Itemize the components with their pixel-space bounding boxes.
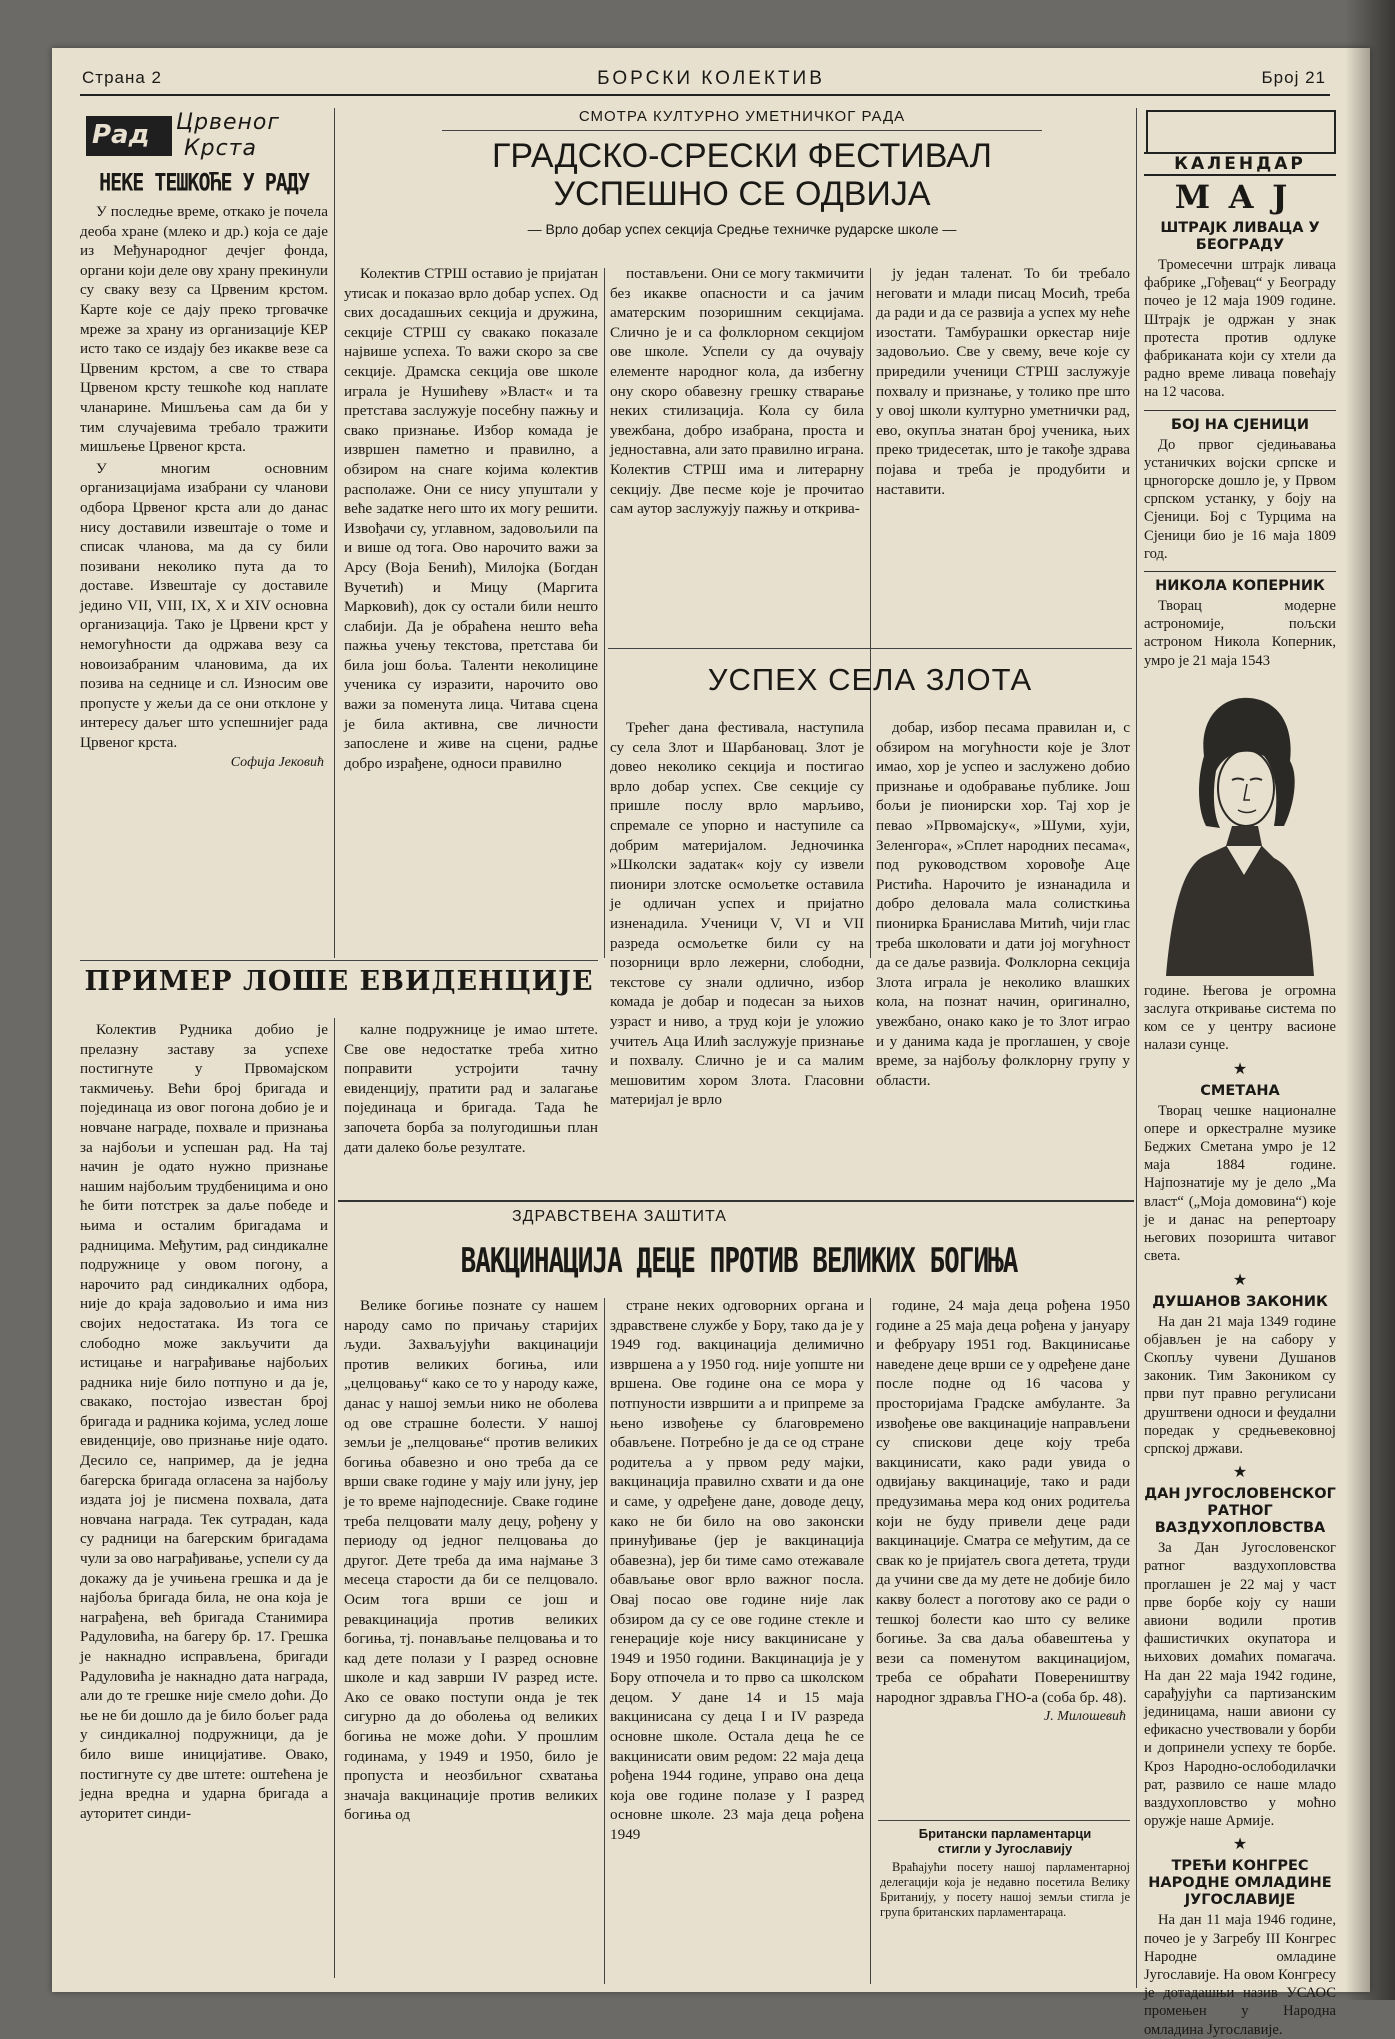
record-headline: ПРИМЕР ЛОШЕ ЕВИДЕНЦИЈЕ xyxy=(84,966,594,997)
star-icon: ★ xyxy=(1232,1269,1248,1289)
binding-shadow xyxy=(1345,0,1395,2000)
festival-headline-1: ГРАДСКО-СРЕСКИ ФЕСТИВАЛ xyxy=(492,137,992,175)
calendar-entry-title: ШТРАЈК ЛИВАЦА У БЕОГРАДУ xyxy=(1160,220,1320,253)
vaccine-headline: ВАКЦИНАЦИЈА ДЕЦЕ ПРОТИВ ВЕЛИКИХ БОГИЊА xyxy=(460,1242,1018,1281)
vaccine-column-2 xyxy=(610,1296,864,1986)
zlot-column-2 xyxy=(876,718,1130,1198)
column-rule xyxy=(334,1018,335,1978)
festival-column-1 xyxy=(344,264,598,964)
copernicus-portrait xyxy=(1144,676,1336,976)
calendar-entry-title: БОЈ НА СЈЕНИЦИ xyxy=(1170,416,1310,433)
calendar-entry xyxy=(1144,1858,1336,2038)
calendar-month: МАЈ xyxy=(1174,178,1306,216)
british-article xyxy=(880,1826,1130,1986)
record-text-2: калне подружнице је имао штете. Све ове недостатке треба хитно поправити устројити тачну евиденцију, пратити рад и залагање појединаца и бригада. Тада ће започета борба за полугодишњи план дати далеко боље резултате. xyxy=(344,1021,598,1156)
record-column-2 xyxy=(344,1020,598,1190)
festival-kicker: СМОТРА КУЛТУРНО УМЕТНИЧКОГ РАДА xyxy=(578,108,906,125)
red-cross-article xyxy=(80,104,328,954)
red-cross-paragraph-1: У последње време, откако је почела деоба хране (млеко и др.) која се даје из Међународног дечјег фонда, органи који деле ову храну прекинули су сваку везу са Црвеним крстом. Карте које се дају преко трговачке мреже за храну из организације КЕР исто тако се издају без икакве везе са Црвеним крстом, а све то ствара Црвеном крсту тешкоће код наплате чланарине. Мишљења сам да би у тим случајевима требало тражити мишљење Црвеног крста. xyxy=(80,203,328,456)
calendar-entry xyxy=(1144,1486,1336,1830)
calendar-entry-title: СМЕТАНА xyxy=(1200,1082,1280,1099)
red-cross-logo xyxy=(86,110,322,166)
header-rule xyxy=(80,94,1330,96)
calendar-entry-text: На дан 11 маја 1946 године, почео је у Загребу III Конгрес Народне омладине Југославије. На овом Конгресу је дотадашњи назив УСАОС промењен у Народна омладина Југославије. xyxy=(1144,1912,1336,2038)
vaccine-byline: Ј. Милошевић xyxy=(1043,1709,1126,1725)
festival-column-2 xyxy=(610,264,864,644)
record-column-1 xyxy=(80,1020,328,1980)
vaccine-column-1 xyxy=(344,1296,598,1986)
festival-text-3: ју један таленат. То би требало неговати и млади писац Мосић, треба да ради и да се развија а успех му неће изостати. Тамбурашки оркестар није задовољио. Све у свему, вече које су приредили ученици СТРШ заслужује похвалу и признање, у толико пре што у овој школи културно уметнички рад, ево, окупља знатан број ученика, њих преко тридесетак, што је такође здрава појава и треба је продубити и наставити. xyxy=(876,265,1130,498)
star-icon: ★ xyxy=(1232,1834,1248,1854)
red-cross-byline: Софија Јековић xyxy=(230,754,324,770)
section-rule xyxy=(878,1820,1130,1821)
calendar-column xyxy=(1144,108,1336,2038)
calendar-entry xyxy=(1144,1083,1336,1266)
calendar-rule xyxy=(1144,571,1336,572)
calendar-entry-text: Творац чешке националне опере и оркестралне музике Беджих Сметана умро је 12 маја 1884 године. Најпознатије му је дело „Ма власт“ („Моја домовина“) које је и данас на репертоару његових позоришта читавог света. xyxy=(1144,1102,1336,1265)
calendar-entry xyxy=(1144,417,1336,563)
festival-text-2: постављени. Они се могу такмичити без икакве опасности и са јачим аматерским позоришним секцијама. Слично је и са фолклорном секцијом ове школе. Успели су да очувају елементе народног кола, да избегну ону скоро обавезну грешку стварање неких стилизација. Кола су била увежбана, добро изабрана, проста и једноставна, али зато правилно играна. Колектив СТРШ има и литерарну секцију. Две песме које је прочитао сам аутор заслужују пажњу и открива- xyxy=(610,265,864,518)
vaccine-column-3 xyxy=(876,1296,1130,1816)
calendar-entry-text-continued: године. Његова је огромна заслуга откривање система по ком се у центру васионе налази сунце. xyxy=(1144,982,1336,1054)
issue-number: Број 21 xyxy=(1261,68,1326,87)
logo-line1: Црвеног xyxy=(176,110,280,135)
calendar-entry-title: ТРЕЋИ КОНГРЕС НАРОДНЕ ОМЛАДИНЕ ЈУГОСЛАВИЈЕ xyxy=(1148,1858,1332,1909)
red-cross-headline: НЕКЕ ТЕШКОЋЕ У РАДУ xyxy=(99,167,309,197)
calendar-entry-text: До првог сједињавања устаничких војски српске и црногорске дошло је, у Првом српском устанку, у боју на Сјеници. Бој с Турцима на Сјеници био је 16 маја 1809 год. xyxy=(1144,436,1336,562)
column-rule xyxy=(870,268,871,958)
column-rule xyxy=(1136,108,1137,1988)
calendar-title: КАЛЕНДАР xyxy=(1144,152,1336,176)
british-headline-2: стигли у Југославију xyxy=(937,1841,1073,1856)
calendar-entry-title: НИКОЛА КОПЕРНИК xyxy=(1155,578,1325,595)
newspaper-page xyxy=(52,48,1370,2038)
festival-column-3 xyxy=(876,264,1130,644)
page-number: Страна 2 xyxy=(82,68,162,87)
calendar-entry-text: Тромесечни штрајк ливаца фабрике „Гођевац“ у Београду почео је 12 маја 1909 године. Штрајк је одржан у знак протеста против одлуке фабриканата који су хтели да радно време ливаца повећају на 12 часова. xyxy=(1144,257,1336,401)
kicker-rule xyxy=(442,130,1042,131)
logo-line2: Крста xyxy=(184,136,257,161)
calendar-entry-text: На дан 21 маја 1349 године објављен је на сабору у Скопљу чувени Душанов законик. Тим Закоником су први пут правно регулисани друштвени односи и феудални поредак у средњевековној српској држави. xyxy=(1144,1313,1336,1457)
zlot-text-2: добар, избор песама правилан и, с обзиром на могућности које је Злот имао, хор је успео и заслужено добио признање и одобравање публике. Још бољи је пионирски хор. Тај хор је певао »Првомајску«, »Шуми, хуји, Зеленгора«, »Сплет народних песама«, под руководством хоровође Аце Ристића. Нарочито је изнанадила и добро деловала мала солисткиња пионирка Бранислава Митић, чији глас треба школовати и дати јој могућност да се даље развија. Фолклорна секција Злота играла је неколико влашких кола, на познат начин, оригинално, увежбано, онако како је то Злот играо и у данима када је проглашен, у своје време, за најбољу фолклорну групу у области. xyxy=(876,719,1130,1089)
vaccine-kicker: ЗДРАВСТВЕНА ЗАШТИТА xyxy=(512,1208,727,1225)
calendar-entry xyxy=(1144,1294,1336,1459)
section-rule xyxy=(338,1200,1134,1202)
vaccine-text-2: стране неких одговорних органа и здравствене службе у Бору, тако да је у 1949 год. вакцинација делимично извршена а у 1950 год. није уопште ни вршена. Ове године она се мора у потпуности извршити а и припреме за њено извођење су благовремено обављене. Потребно је да се од стране родитеља а у првом реду мајки, вакцинација правилно схвати и да оне и саме, у одређене дане, доводе децу, како не би било на ово законски принуђивање (јер је вакцинација обавезна), јер би тиме само отежавале обављање овог врло важног посла. Овај посао ове године није лак обзиром да су се ове године стекле и генерације које нису вакцинисане у 1949 и 1950 години. Вакцинација је у Бору отпочела и то прво са школском децом. У дане 14 и 15 маја вакцинисана су деца I и IV разреда основне школе. Остала деца ће се вакцинисати овим редом: 22 маја деца рођена 1944 године, управо она деца која ове године полазе у I разред основне школе. 23 маја деца рођена 1949 xyxy=(610,1297,864,1844)
calendar-entry xyxy=(1144,578,1336,1055)
calendar-entry xyxy=(1144,220,1336,402)
vaccine-text-1: Велике богиње познате су нашем народу само по причању старијих људи. Захваљујући вакцинацији против великих богиња, или „целцовању“ како се то у народу каже, данас у нашој земљи нико не оболева од ове страшне болести. У нашој земљи је „пелцовање“ против великих богиња обавезно и оно треба да се врши сваке године у мају или јуну, јер је то време најподесније. Сваке године треба пелцовати малу децу, рођену у периоду од једног пелцовања до другог. Дете треба да има најмање 3 месеца старости да би се пелцовало. Осим тога врши се још и ревакцинација против великих богиња, тј. понављање пелцовања и то кад дете полази у I разред основне школе и кад заврши IV разред исте. Ако се овако поступи онда је тек сигурно да до оболења од великих богиња не може доћи. У прошлим годинама, у 1949 и 1950, било је пропуста и неозбиљног схватања значаја вакцинације против великих богиња од xyxy=(344,1297,598,1824)
red-cross-paragraph-2: У многим основним организацијама изабрани су чланови одбора Црвеног крста али до данас нису доставили извештаје о томе и списак чланова, ма да су били позивани неколико пута да то доставе. Извештаје су доставиле једино VII, VIII, IX, X и XIV основна организација. Тако је Црвени крст у немогућности да одржава везу са новоизабраним члановима, да их позива на седнице и сл. Износим ове пропусте у жељи да се они отклоне у интересу даљег што успешнијег рада Црвеног крста. xyxy=(80,459,328,752)
star-icon: ★ xyxy=(1232,1462,1248,1482)
column-rule xyxy=(870,1298,871,1984)
newspaper-title: БОРСКИ КОЛЕКТИВ xyxy=(597,68,825,89)
star-icon: ★ xyxy=(1232,1058,1248,1078)
section-rule xyxy=(608,648,1132,649)
festival-subhead: — Врло добар успех секција Средње техничке рударске школе — xyxy=(527,221,957,237)
record-text-1: Колектив Рудника добио је прелазну заставу за успехе постигнуте у Првомајском такмичењу. Већи број бригада и појединаца из овог погона добио је и новчане награде, похвале и признања за најбољи и успешан рад. На тај начин је одато нужно признање нашим најбољим трудбеницима и оно ће бити потстрек за даље победе и њима и осталим бригадама и радницима. Међутим, рад синдикалне подружнице у овом погону, а нарочито рад синдикалних одбора, није до краја задовољио и има низ својих недостатака. Из тога се слободно може закључити да истицање и награђивање најбољих радника није било потпуно и да је, свакако, постојао известан број бригада и радника којима, услед лоше евиденције, ово признање није одато. Десило се, например, да је једна багерска бригада огласена за најбољу издата јој је писмена похвала, дата новчана награда. Тек сутрадан, када су радници на багерским бригадама чули за ово награђивање, успели су да докажу да је учињена грешка и да је најбоља бригада била, не она која је награђена, већ бригада Станимира Радуловића, на багеру бр. 17. Грешка је накнадно исправљена, бригади Радуловића је накнадно дата награда, али до те грешке није смело доћи. До ње не би дошло да је било бољег рада у синдикалној подружници, да је било више иницијативе. Овако, постигнуте су две штете: оштећена је једна вредна и ударна бригада а ауторитет синди- xyxy=(80,1021,328,1822)
calendar-entry-title: ДУШАНОВ ЗАКОНИК xyxy=(1152,1293,1328,1310)
section-rule xyxy=(80,960,598,961)
festival-text-1: Колектив СТРШ оставио је пријатан утисак и показао врло добар успех. Од свих досадашњих секција и дружина, секције СТРШ су свакако показале највише успеха. То важи скоро за све секције. Драмска секција ове школе играла је Нушићеву »Власт« и та претстава заслужује посебну пажњу и свако признање. Избор комада је извршен паметно и правилно, а обзиром на снаге којима колектив располаже. Они се нису упуштали у веће задатке него што их могу решити. Извођачи су, углавном, задовољили па и више од тога. Ово нарочито важи за Арсу (Воја Бенић), Милојка (Богдан Вучетић) и Мицу (Маргита Марковић), док су остали били нешто слабији. Да је обраћена нешто већа пажња учењу текстова, претстава би била још боља. Таленти неколицине ученика су изразити, нарочито ово важи за поменута лица. Читава сцена је била активна, све личности запослене и живе на сцени, радње добро израђене, односи правилно xyxy=(344,265,598,772)
column-rule xyxy=(334,108,335,958)
calendar-entry-text: Творац модерне астрономије, пољски астроном Никола Коперник, умро је 21 маја 1543 xyxy=(1144,598,1336,669)
zlot-text-1: Трећег дана фестивала, наступила су села Злот и Шарбановац. Злот је довео неколико секција и постигао врло добар успех. Све секције су пришле послу врло марљиво, спремале се упорно и наступиле са добрим материјалом. Једночинка »Школски задатак« коју су извели пионири злотске осмољетке оставила је одличан успех и пријатно изненадила. Ученици V, VI и VII разреда осмољетке били су на позорници врло лежерни, слободни, текстове су знали одлично, избор комада је добар и подесан за њихов узраст и ниво, а труд који је уложио учитељ Аца Илић заслужује признање и похвалу. Слично је и са малим мешовитим хором Злота. Гласовни материјал је врло xyxy=(610,719,864,1109)
calendar-banner xyxy=(1144,108,1336,216)
british-text: Враћајући посету нашој парламентарној делегацији која је недавно посетила Велику Британију, у посету нашој земљи стигла је група британских парламентараца. xyxy=(880,1860,1130,1919)
calendar-entry-title: ДАН ЈУГОСЛОВЕНСКОГ РАТНОГ ВАЗДУХОПЛОВСТВА xyxy=(1144,1486,1336,1537)
column-rule xyxy=(604,268,605,958)
vaccine-text-3: године, 24 маја деца рођена 1950 године а 25 маја деца рођена у јануару и фебруару 1951 год. Вакцинисање наведене деце врши се у одређене дане после подне од 16 часова у просторијама Градске амбуланте. За извођење ове вакцинације направљени су спискови деце коју треба вакцинисати, како ради увида о одвијању вакцинације, тако и ради предузимања мера код оних родитеља који не буду привели деце ради вакцинације. Сматра се међутим, да се свак ко је пријатељ свога детета, труди да учини све да му дете не добије било какву болест а поготову ако се ради о тешкој болести као што су велике богиње. За сва даља обавештења у вези са поменутом вакцинацијом, треба се обраћати Повереништву народног здравља ГНО-а (соба бр. 48). xyxy=(876,1297,1130,1706)
zlot-headline: УСПЕХ СЕЛА ЗЛОТА xyxy=(707,662,1033,697)
logo-prefix: Рад xyxy=(92,120,150,150)
festival-headline-2: УСПЕШНО СЕ ОДВИЈА xyxy=(553,175,931,213)
calendar-entry-text: За Дан Југословенског ратног ваздухопловства проглашен је 22 мај у част прве борбе коју су наши авиони водили против фашистичких окупатора и њихових домаћих помагача. На дан 22 маја 1942 године, сарађујући са партизанским јединицама, наши авиони су ефикасно учествовали у борби и допринели успеху те борбе. Кроз Народно-ослободилачки рат, развило се наше младо ваздухопловство у моћно оружје наше Армије. xyxy=(1144,1540,1336,1830)
vaccine-kicker-block xyxy=(342,1208,882,1226)
calendar-rule xyxy=(1144,410,1336,411)
zlot-column-1 xyxy=(610,718,864,1198)
column-rule xyxy=(604,1298,605,1984)
british-headline-1: Британски парламентарци xyxy=(918,1826,1092,1841)
